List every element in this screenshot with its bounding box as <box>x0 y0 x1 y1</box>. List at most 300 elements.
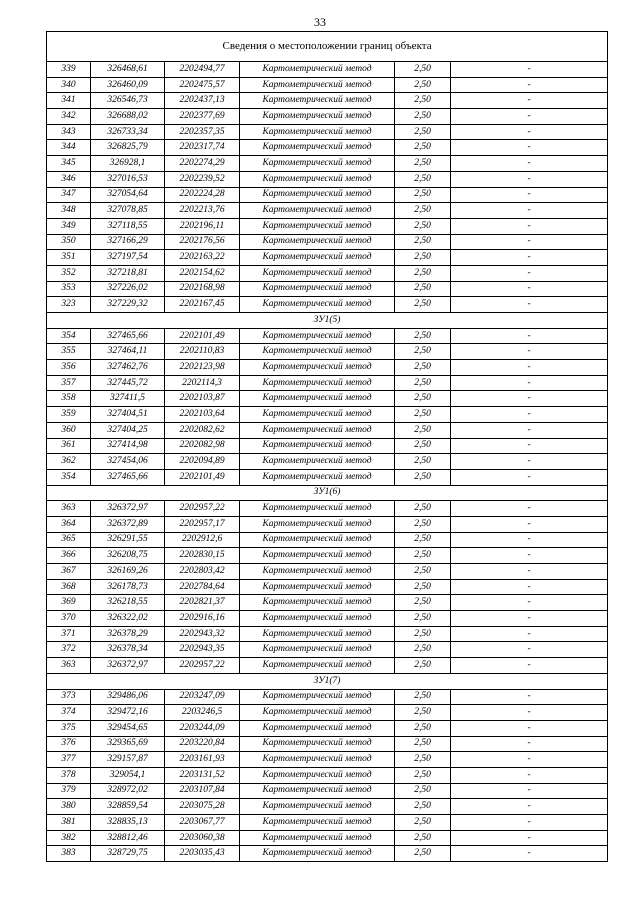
table-row <box>47 579 608 595</box>
method-cell: Картометрический метод <box>240 516 395 532</box>
method-cell: Картометрический метод <box>240 344 395 360</box>
x-coordinate-cell: 326825,79 <box>91 140 165 156</box>
method-cell: Картометрический метод <box>240 469 395 485</box>
y-coordinate-cell: 2202957,22 <box>165 658 240 674</box>
point-number-cell: 350 <box>47 234 91 250</box>
table-row <box>47 595 608 611</box>
accuracy-cell: 2,50 <box>395 658 451 674</box>
point-number-cell: 371 <box>47 626 91 642</box>
table-row <box>47 250 608 266</box>
accuracy-cell: 2,50 <box>395 156 451 172</box>
accuracy-cell: 2,50 <box>395 767 451 783</box>
table-row <box>47 705 608 721</box>
y-coordinate-cell: 2202912,6 <box>165 532 240 548</box>
description-cell: - <box>451 109 608 125</box>
table-row <box>47 532 608 548</box>
description-cell: - <box>451 815 608 831</box>
point-number-cell: 368 <box>47 579 91 595</box>
x-coordinate-cell: 327454,06 <box>91 454 165 470</box>
description-cell: - <box>451 516 608 532</box>
x-coordinate-cell: 327226,02 <box>91 281 165 297</box>
table-row <box>47 783 608 799</box>
table-row <box>47 454 608 470</box>
table-row <box>47 736 608 752</box>
x-coordinate-cell: 327462,76 <box>91 360 165 376</box>
accuracy-cell: 2,50 <box>395 830 451 846</box>
accuracy-cell: 2,50 <box>395 77 451 93</box>
point-number-cell: 364 <box>47 516 91 532</box>
y-coordinate-cell: 2203246,5 <box>165 705 240 721</box>
method-cell: Картометрический метод <box>240 783 395 799</box>
x-coordinate-cell: 328972,02 <box>91 783 165 799</box>
table-row <box>47 720 608 736</box>
accuracy-cell: 2,50 <box>395 438 451 454</box>
method-cell: Картометрический метод <box>240 752 395 768</box>
accuracy-cell: 2,50 <box>395 689 451 705</box>
accuracy-cell: 2,50 <box>395 109 451 125</box>
method-cell: Картометрический метод <box>240 77 395 93</box>
x-coordinate-cell: 328835,13 <box>91 815 165 831</box>
method-cell: Картометрический метод <box>240 187 395 203</box>
x-coordinate-cell: 328729,75 <box>91 846 165 862</box>
y-coordinate-cell: 2202154,62 <box>165 265 240 281</box>
description-cell: - <box>451 124 608 140</box>
table-row <box>47 375 608 391</box>
y-coordinate-cell: 2202239,52 <box>165 171 240 187</box>
y-coordinate-cell: 2202094,89 <box>165 454 240 470</box>
description-cell: - <box>451 626 608 642</box>
description-cell: - <box>451 767 608 783</box>
table-row <box>47 281 608 297</box>
method-cell: Картометрический метод <box>240 360 395 376</box>
accuracy-cell: 2,50 <box>395 611 451 627</box>
accuracy-cell: 2,50 <box>395 516 451 532</box>
x-coordinate-cell: 327166,29 <box>91 234 165 250</box>
method-cell: Картометрический метод <box>240 203 395 219</box>
y-coordinate-cell: 2202110,83 <box>165 344 240 360</box>
point-number-cell: 356 <box>47 360 91 376</box>
x-coordinate-cell: 329454,65 <box>91 720 165 736</box>
point-number-cell: 363 <box>47 501 91 517</box>
point-number-cell: 355 <box>47 344 91 360</box>
method-cell: Картометрический метод <box>240 642 395 658</box>
x-coordinate-cell: 326218,55 <box>91 595 165 611</box>
method-cell: Картометрический метод <box>240 140 395 156</box>
accuracy-cell: 2,50 <box>395 203 451 219</box>
accuracy-cell: 2,50 <box>395 234 451 250</box>
y-coordinate-cell: 2203247,09 <box>165 689 240 705</box>
point-number-cell: 354 <box>47 469 91 485</box>
y-coordinate-cell: 2203060,38 <box>165 830 240 846</box>
method-cell: Картометрический метод <box>240 156 395 172</box>
table-row <box>47 265 608 281</box>
y-coordinate-cell: 2202167,45 <box>165 297 240 313</box>
point-number-cell: 373 <box>47 689 91 705</box>
point-number-cell: 380 <box>47 799 91 815</box>
y-coordinate-cell: 2202803,42 <box>165 564 240 580</box>
section-row <box>47 313 608 329</box>
table-row <box>47 77 608 93</box>
description-cell: - <box>451 611 608 627</box>
point-number-cell: 340 <box>47 77 91 93</box>
description-cell: - <box>451 846 608 862</box>
y-coordinate-cell: 2202168,98 <box>165 281 240 297</box>
y-coordinate-cell: 2202357,35 <box>165 124 240 140</box>
table-row <box>47 564 608 580</box>
x-coordinate-cell: 327465,66 <box>91 469 165 485</box>
method-cell: Картометрический метод <box>240 626 395 642</box>
table-row <box>47 124 608 140</box>
accuracy-cell: 2,50 <box>395 281 451 297</box>
point-number-cell: 351 <box>47 250 91 266</box>
description-cell: - <box>451 234 608 250</box>
point-number-cell: 383 <box>47 846 91 862</box>
x-coordinate-cell: 326733,34 <box>91 124 165 140</box>
accuracy-cell: 2,50 <box>395 736 451 752</box>
x-coordinate-cell: 329054,1 <box>91 767 165 783</box>
method-cell: Картометрический метод <box>240 218 395 234</box>
table-row <box>47 218 608 234</box>
accuracy-cell: 2,50 <box>395 454 451 470</box>
x-coordinate-cell: 327404,25 <box>91 422 165 438</box>
y-coordinate-cell: 2202176,56 <box>165 234 240 250</box>
accuracy-cell: 2,50 <box>395 297 451 313</box>
description-cell: - <box>451 218 608 234</box>
description-cell: - <box>451 344 608 360</box>
y-coordinate-cell: 2203220,84 <box>165 736 240 752</box>
point-number-cell: 366 <box>47 548 91 564</box>
x-coordinate-cell: 326322,02 <box>91 611 165 627</box>
x-coordinate-cell: 326468,61 <box>91 62 165 78</box>
table-row <box>47 171 608 187</box>
table-row <box>47 360 608 376</box>
y-coordinate-cell: 2202916,16 <box>165 611 240 627</box>
method-cell: Картометрический метод <box>240 454 395 470</box>
point-number-cell: 367 <box>47 564 91 580</box>
y-coordinate-cell: 2203161,93 <box>165 752 240 768</box>
method-cell: Картометрический метод <box>240 532 395 548</box>
x-coordinate-cell: 326688,02 <box>91 109 165 125</box>
accuracy-cell: 2,50 <box>395 846 451 862</box>
x-coordinate-cell: 326378,34 <box>91 642 165 658</box>
description-cell: - <box>451 830 608 846</box>
accuracy-cell: 2,50 <box>395 815 451 831</box>
description-cell: - <box>451 375 608 391</box>
point-number-cell: 374 <box>47 705 91 721</box>
x-coordinate-cell: 327078,85 <box>91 203 165 219</box>
x-coordinate-cell: 326928,1 <box>91 156 165 172</box>
y-coordinate-cell: 2203067,77 <box>165 815 240 831</box>
accuracy-cell: 2,50 <box>395 171 451 187</box>
description-cell: - <box>451 422 608 438</box>
table-body <box>47 32 608 862</box>
point-number-cell: 375 <box>47 720 91 736</box>
method-cell: Картометрический метод <box>240 830 395 846</box>
description-cell: - <box>451 454 608 470</box>
point-number-cell: 347 <box>47 187 91 203</box>
x-coordinate-cell: 328859,54 <box>91 799 165 815</box>
point-number-cell: 363 <box>47 658 91 674</box>
page-number: 33 <box>314 15 326 29</box>
description-cell: - <box>451 250 608 266</box>
x-coordinate-cell: 329486,06 <box>91 689 165 705</box>
section-label: ЗУ1(7) <box>47 673 608 689</box>
description-cell: - <box>451 720 608 736</box>
x-coordinate-cell: 326208,75 <box>91 548 165 564</box>
accuracy-cell: 2,50 <box>395 705 451 721</box>
y-coordinate-cell: 2202274,29 <box>165 156 240 172</box>
y-coordinate-cell: 2202475,57 <box>165 77 240 93</box>
x-coordinate-cell: 326378,29 <box>91 626 165 642</box>
table-row <box>47 752 608 768</box>
method-cell: Картометрический метод <box>240 62 395 78</box>
method-cell: Картометрический метод <box>240 736 395 752</box>
method-cell: Картометрический метод <box>240 93 395 109</box>
y-coordinate-cell: 2203035,43 <box>165 846 240 862</box>
description-cell: - <box>451 62 608 78</box>
method-cell: Картометрический метод <box>240 501 395 517</box>
point-number-cell: 360 <box>47 422 91 438</box>
x-coordinate-cell: 329472,16 <box>91 705 165 721</box>
description-cell: - <box>451 752 608 768</box>
table-row <box>47 328 608 344</box>
method-cell: Картометрический метод <box>240 234 395 250</box>
y-coordinate-cell: 2202114,3 <box>165 375 240 391</box>
description-cell: - <box>451 642 608 658</box>
y-coordinate-cell: 2202377,69 <box>165 109 240 125</box>
description-cell: - <box>451 140 608 156</box>
description-cell: - <box>451 265 608 281</box>
section-row <box>47 673 608 689</box>
x-coordinate-cell: 326546,73 <box>91 93 165 109</box>
x-coordinate-cell: 327016,53 <box>91 171 165 187</box>
x-coordinate-cell: 327054,64 <box>91 187 165 203</box>
point-number-cell: 382 <box>47 830 91 846</box>
table-row <box>47 516 608 532</box>
y-coordinate-cell: 2202943,35 <box>165 642 240 658</box>
point-number-cell: 376 <box>47 736 91 752</box>
method-cell: Картометрический метод <box>240 548 395 564</box>
point-number-cell: 345 <box>47 156 91 172</box>
description-cell: - <box>451 469 608 485</box>
table-row <box>47 469 608 485</box>
table-row <box>47 846 608 862</box>
method-cell: Картометрический метод <box>240 328 395 344</box>
description-cell: - <box>451 689 608 705</box>
table-row <box>47 391 608 407</box>
x-coordinate-cell: 327218,81 <box>91 265 165 281</box>
y-coordinate-cell: 2202196,11 <box>165 218 240 234</box>
point-number-cell: 379 <box>47 783 91 799</box>
x-coordinate-cell: 327414,98 <box>91 438 165 454</box>
description-cell: - <box>451 736 608 752</box>
point-number-cell: 362 <box>47 454 91 470</box>
y-coordinate-cell: 2202494,77 <box>165 62 240 78</box>
method-cell: Картометрический метод <box>240 564 395 580</box>
method-cell: Картометрический метод <box>240 171 395 187</box>
x-coordinate-cell: 327465,66 <box>91 328 165 344</box>
x-coordinate-cell: 326178,73 <box>91 579 165 595</box>
description-cell: - <box>451 658 608 674</box>
method-cell: Картометрический метод <box>240 815 395 831</box>
accuracy-cell: 2,50 <box>395 720 451 736</box>
table-row <box>47 93 608 109</box>
x-coordinate-cell: 326291,55 <box>91 532 165 548</box>
x-coordinate-cell: 327445,72 <box>91 375 165 391</box>
y-coordinate-cell: 2202103,87 <box>165 391 240 407</box>
accuracy-cell: 2,50 <box>395 407 451 423</box>
method-cell: Картометрический метод <box>240 799 395 815</box>
method-cell: Картометрический метод <box>240 250 395 266</box>
accuracy-cell: 2,50 <box>395 564 451 580</box>
point-number-cell: 369 <box>47 595 91 611</box>
table-row <box>47 109 608 125</box>
table-row <box>47 642 608 658</box>
table-row <box>47 62 608 78</box>
x-coordinate-cell: 327118,55 <box>91 218 165 234</box>
y-coordinate-cell: 2202437,13 <box>165 93 240 109</box>
x-coordinate-cell: 328812,46 <box>91 830 165 846</box>
accuracy-cell: 2,50 <box>395 501 451 517</box>
description-cell: - <box>451 548 608 564</box>
point-number-cell: 339 <box>47 62 91 78</box>
accuracy-cell: 2,50 <box>395 391 451 407</box>
accuracy-cell: 2,50 <box>395 469 451 485</box>
y-coordinate-cell: 2202943,32 <box>165 626 240 642</box>
table-row <box>47 689 608 705</box>
table-row <box>47 658 608 674</box>
accuracy-cell: 2,50 <box>395 532 451 548</box>
accuracy-cell: 2,50 <box>395 626 451 642</box>
method-cell: Картометрический метод <box>240 689 395 705</box>
accuracy-cell: 2,50 <box>395 360 451 376</box>
y-coordinate-cell: 2202830,15 <box>165 548 240 564</box>
accuracy-cell: 2,50 <box>395 265 451 281</box>
table-row <box>47 767 608 783</box>
table-row <box>47 187 608 203</box>
description-cell: - <box>451 595 608 611</box>
table-row <box>47 203 608 219</box>
table-row <box>47 407 608 423</box>
section-label: ЗУ1(6) <box>47 485 608 501</box>
description-cell: - <box>451 203 608 219</box>
description-cell: - <box>451 783 608 799</box>
description-cell: - <box>451 705 608 721</box>
point-number-cell: 381 <box>47 815 91 831</box>
y-coordinate-cell: 2202101,49 <box>165 469 240 485</box>
point-number-cell: 343 <box>47 124 91 140</box>
x-coordinate-cell: 329157,87 <box>91 752 165 768</box>
accuracy-cell: 2,50 <box>395 140 451 156</box>
method-cell: Картометрический метод <box>240 265 395 281</box>
y-coordinate-cell: 2202082,98 <box>165 438 240 454</box>
y-coordinate-cell: 2202163,22 <box>165 250 240 266</box>
method-cell: Картометрический метод <box>240 611 395 627</box>
table-row <box>47 799 608 815</box>
table-row <box>47 422 608 438</box>
table-row <box>47 548 608 564</box>
y-coordinate-cell: 2202082,62 <box>165 422 240 438</box>
accuracy-cell: 2,50 <box>395 642 451 658</box>
point-number-cell: 377 <box>47 752 91 768</box>
x-coordinate-cell: 326372,89 <box>91 516 165 532</box>
point-number-cell: 323 <box>47 297 91 313</box>
x-coordinate-cell: 326372,97 <box>91 658 165 674</box>
x-coordinate-cell: 327197,54 <box>91 250 165 266</box>
point-number-cell: 342 <box>47 109 91 125</box>
accuracy-cell: 2,50 <box>395 218 451 234</box>
table-row <box>47 611 608 627</box>
table-row <box>47 438 608 454</box>
y-coordinate-cell: 2202224,28 <box>165 187 240 203</box>
table-row <box>47 140 608 156</box>
boundary-coordinates-table <box>46 31 608 862</box>
accuracy-cell: 2,50 <box>395 579 451 595</box>
x-coordinate-cell: 329365,69 <box>91 736 165 752</box>
y-coordinate-cell: 2203075,28 <box>165 799 240 815</box>
point-number-cell: 349 <box>47 218 91 234</box>
y-coordinate-cell: 2203107,84 <box>165 783 240 799</box>
description-cell: - <box>451 360 608 376</box>
accuracy-cell: 2,50 <box>395 548 451 564</box>
method-cell: Картометрический метод <box>240 579 395 595</box>
y-coordinate-cell: 2202784,64 <box>165 579 240 595</box>
table-row <box>47 626 608 642</box>
point-number-cell: 358 <box>47 391 91 407</box>
description-cell: - <box>451 564 608 580</box>
method-cell: Картометрический метод <box>240 375 395 391</box>
accuracy-cell: 2,50 <box>395 375 451 391</box>
y-coordinate-cell: 2203244,09 <box>165 720 240 736</box>
description-cell: - <box>451 187 608 203</box>
description-cell: - <box>451 281 608 297</box>
point-number-cell: 361 <box>47 438 91 454</box>
method-cell: Картометрический метод <box>240 124 395 140</box>
table-row <box>47 344 608 360</box>
accuracy-cell: 2,50 <box>395 187 451 203</box>
accuracy-cell: 2,50 <box>395 752 451 768</box>
x-coordinate-cell: 326372,97 <box>91 501 165 517</box>
title-row <box>47 32 608 62</box>
accuracy-cell: 2,50 <box>395 93 451 109</box>
y-coordinate-cell: 2202821,37 <box>165 595 240 611</box>
method-cell: Картометрический метод <box>240 438 395 454</box>
y-coordinate-cell: 2202213,76 <box>165 203 240 219</box>
description-cell: - <box>451 93 608 109</box>
point-number-cell: 348 <box>47 203 91 219</box>
accuracy-cell: 2,50 <box>395 799 451 815</box>
y-coordinate-cell: 2202317,74 <box>165 140 240 156</box>
accuracy-cell: 2,50 <box>395 344 451 360</box>
point-number-cell: 352 <box>47 265 91 281</box>
point-number-cell: 346 <box>47 171 91 187</box>
table-row <box>47 501 608 517</box>
description-cell: - <box>451 328 608 344</box>
method-cell: Картометрический метод <box>240 297 395 313</box>
y-coordinate-cell: 2202957,22 <box>165 501 240 517</box>
accuracy-cell: 2,50 <box>395 328 451 344</box>
accuracy-cell: 2,50 <box>395 422 451 438</box>
table-row <box>47 234 608 250</box>
accuracy-cell: 2,50 <box>395 250 451 266</box>
x-coordinate-cell: 327411,5 <box>91 391 165 407</box>
point-number-cell: 378 <box>47 767 91 783</box>
table-title: Сведения о местоположении границ объекта <box>47 32 608 62</box>
x-coordinate-cell: 327404,51 <box>91 407 165 423</box>
description-cell: - <box>451 171 608 187</box>
description-cell: - <box>451 297 608 313</box>
accuracy-cell: 2,50 <box>395 595 451 611</box>
